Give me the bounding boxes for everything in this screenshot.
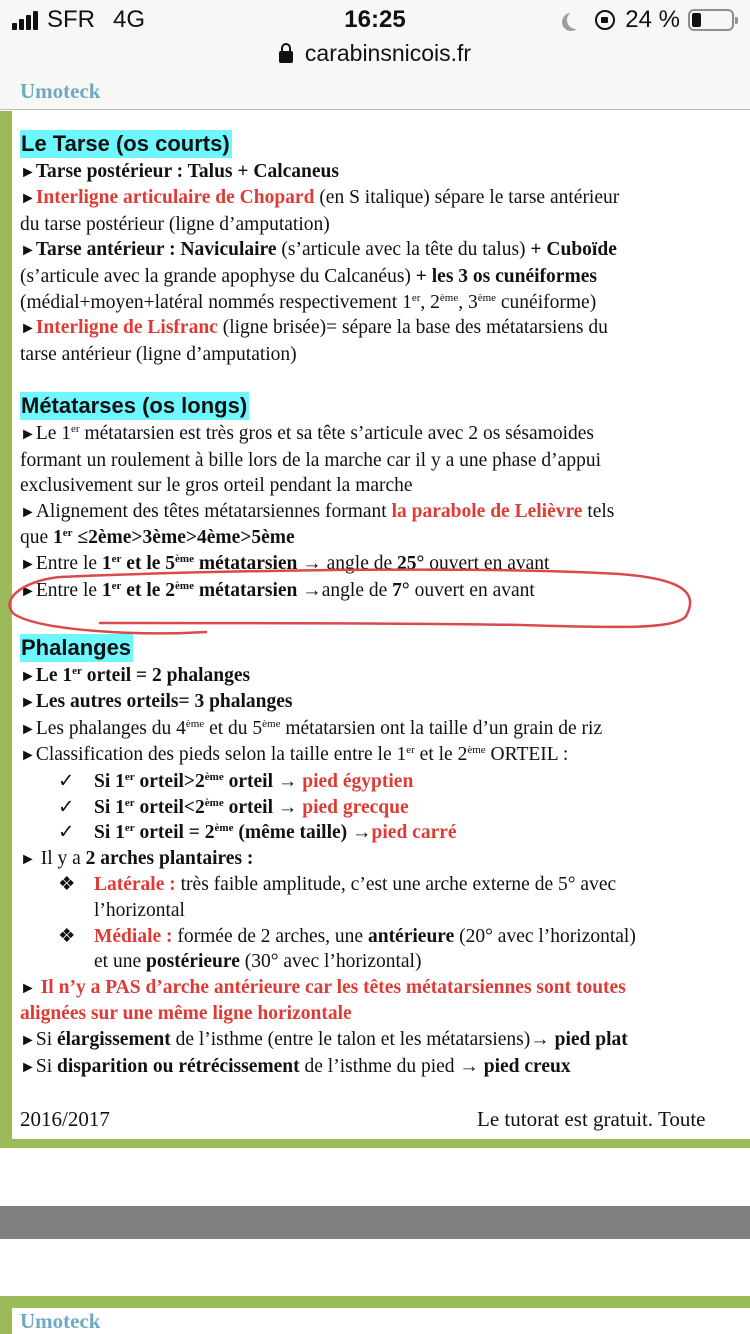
sup: er	[411, 291, 421, 304]
text: (20° avec l’horizontal)	[454, 925, 636, 947]
page-footer	[20, 1107, 750, 1132]
tarse-line-1	[20, 159, 750, 186]
bullet-icon: ►	[20, 425, 36, 443]
text-bold: orteil →	[223, 771, 303, 793]
document-page	[0, 79, 750, 1148]
text: orteil = 2 phalanges	[81, 664, 251, 686]
text: Les phalanges du 4	[35, 717, 186, 739]
sup: ème	[467, 744, 486, 757]
text-bold: ≤2ème>3ème>4ème>5ème	[72, 527, 295, 549]
text: Entre le	[35, 552, 102, 574]
text-red: Latérale :	[94, 874, 176, 896]
text: formée de 2 arches, une	[172, 925, 368, 947]
bullet-icon: ►	[20, 242, 36, 260]
text: →angle de	[297, 579, 393, 601]
text-bold: 1	[101, 579, 112, 601]
text-bold: Si 1	[94, 822, 125, 844]
bullet-icon: ►	[20, 1032, 36, 1049]
footer-year: 2016/2017	[20, 1107, 110, 1131]
text-bold: (même taille) →	[233, 822, 372, 844]
text: (s’articule avec la grande apophyse du Calcanéus)	[20, 265, 416, 287]
text-bold: Si 1	[94, 796, 125, 818]
text-bold: orteil = 2	[134, 822, 215, 844]
bullet-icon: ►	[20, 503, 36, 521]
text: que	[20, 527, 54, 549]
check-icon: ✓	[58, 771, 75, 793]
bullet-icon: ►	[20, 163, 36, 181]
do-not-disturb-moon-icon	[567, 11, 585, 29]
carrier-name: SFR	[47, 6, 95, 33]
arch-laterale-cont: l’horizontal	[94, 900, 185, 922]
battery-level-fill	[692, 13, 701, 27]
sup: ème	[175, 579, 194, 592]
meta-line-7-circled	[20, 578, 750, 605]
classification-item-3	[20, 820, 750, 846]
sup: er	[124, 771, 135, 784]
url-text[interactable]: carabinsnicois.fr	[304, 40, 472, 66]
bullet-icon: ►	[20, 720, 36, 738]
tarse-line-6	[20, 290, 750, 316]
text-bold: postérieure	[145, 951, 240, 973]
bullet-icon: ►	[20, 190, 36, 208]
clock: 16:25	[344, 6, 406, 33]
sup: ème	[185, 717, 205, 730]
text-bold: orteil>2	[134, 771, 205, 793]
text-bold: métatarsien	[193, 552, 298, 574]
sup: ème	[477, 291, 497, 304]
text: (en S italique) sépare le tarse antérieur	[314, 187, 620, 209]
bullet-icon: ►	[20, 1058, 36, 1076]
text-red: Il n’y a PAS d’arche antérieure car les têtes métatarsiennes sont toutes	[35, 976, 626, 998]
text-bold: 2 arches plantaires :	[85, 847, 254, 869]
meta-line-4	[20, 499, 750, 526]
battery-percent: 24 %	[625, 6, 680, 33]
phal-line-3	[20, 716, 750, 743]
next-page-brand-header: Umoteck	[20, 1309, 101, 1333]
text: Le 1	[35, 664, 73, 686]
tarse-line-7	[20, 315, 750, 342]
bullet-icon: ►	[20, 320, 36, 338]
sup: ème	[439, 291, 459, 304]
page-separator	[0, 1206, 750, 1239]
text-bold: élargissement	[56, 1029, 171, 1050]
sup: ème	[204, 771, 224, 784]
diamond-bullet-icon: ❖	[58, 874, 76, 896]
next-page-left-border	[0, 1296, 12, 1334]
tarse-line-4	[20, 237, 750, 264]
url-bar[interactable]	[0, 40, 750, 67]
text-bold: et le 5	[121, 552, 176, 574]
tarse-line-3: du tarse postérieur (ligne d’amputation)	[20, 213, 330, 235]
phal-line-4	[20, 742, 750, 769]
text-bold: 1	[53, 527, 63, 549]
text-bold: orteil →	[223, 796, 303, 818]
sup: ème	[214, 822, 234, 835]
check-icon: ✓	[58, 822, 75, 844]
text: de l’isthme (entre le talon et les métatarsiens)→	[170, 1029, 555, 1050]
bullet-icon: ►	[20, 979, 36, 997]
sup: er	[62, 527, 73, 540]
text: ORTEIL :	[485, 744, 569, 766]
text-red: pied carré	[371, 822, 457, 844]
text-red: Interligne articulaire de Chopard	[35, 187, 315, 209]
text-bold: 25°	[397, 552, 425, 574]
page-bottom-border	[0, 1139, 750, 1148]
next-page-top-border	[0, 1296, 750, 1308]
text: → angle de	[297, 552, 398, 574]
text: Les autres orteils= 3 phalanges	[35, 691, 293, 713]
bullet-icon: ►	[20, 555, 36, 573]
text-red: la parabole de Lelièvre	[391, 500, 583, 522]
section-title-phalanges: Phalanges	[21, 635, 132, 661]
sup: er	[124, 796, 135, 809]
page-left-border	[0, 111, 12, 1148]
text-bold: pied plat	[554, 1029, 628, 1050]
sup: er	[111, 552, 122, 565]
text: Il y a	[35, 847, 86, 869]
text: , 3	[458, 291, 478, 313]
arch-laterale	[20, 872, 750, 898]
rotation-lock-icon	[595, 10, 615, 30]
section-title-tarse: Le Tarse (os courts)	[21, 131, 230, 156]
text: ouvert en avant	[409, 579, 535, 601]
tarse-line-5	[20, 264, 750, 290]
brand-header: Umoteck	[20, 79, 101, 103]
text-bold: pied creux	[483, 1055, 571, 1077]
status-bar	[0, 0, 750, 110]
status-right	[555, 6, 734, 34]
text-red: Interligne de Lisfranc	[35, 317, 218, 339]
document-content	[20, 130, 750, 1080]
bullet-icon: ►	[20, 850, 36, 868]
classification-item-2	[20, 795, 750, 821]
text: métatarsien est très gros et sa tête s’articule avec 2 os sésamoides	[79, 422, 594, 444]
bullet-icon: ►	[20, 747, 36, 765]
sup: er	[71, 422, 80, 435]
text: et une	[94, 951, 146, 973]
arches-line	[20, 846, 750, 873]
text-bold: disparition ou rétrécissement	[56, 1055, 300, 1077]
battery-icon	[688, 9, 734, 31]
meta-line-6	[20, 551, 750, 578]
text: et le 2	[414, 744, 468, 766]
text: (médial+moyen+latéral nommés respectivement 1	[20, 291, 412, 313]
text: Entre le	[35, 579, 102, 601]
bullet-icon: ►	[20, 694, 36, 712]
meta-line-1	[20, 421, 750, 448]
text: ouvert en avant	[424, 552, 550, 574]
section-title-metatarses: Métatarses (os longs)	[21, 393, 248, 419]
meta-line-5	[20, 525, 750, 551]
text: tels	[582, 500, 615, 522]
text-bold: + Cuboïde	[530, 239, 617, 261]
text-bold: + les 3 os cunéiformes	[415, 265, 597, 287]
pied-creux-line	[20, 1054, 750, 1081]
text-bold: Si 1	[94, 771, 125, 793]
check-icon: ✓	[58, 796, 75, 818]
lock-icon	[279, 51, 293, 63]
text-bold: antérieure	[367, 925, 455, 947]
text-bold: orteil<2	[134, 796, 205, 818]
no-anterior-arch-cont: alignées sur une même ligne horizontale	[20, 1003, 352, 1025]
meta-line-2: formant un roulement à bille lors de la marche car il y a une phase d’appui	[20, 449, 601, 471]
pied-plat-line	[20, 1027, 750, 1054]
text: (s’articule avec la tête du talus)	[276, 239, 531, 261]
phal-line-1	[20, 663, 750, 690]
arch-mediale-cont	[20, 949, 750, 975]
text-bold: et le 2	[121, 579, 176, 601]
bullet-icon: ►	[20, 667, 36, 685]
diamond-bullet-icon: ❖	[58, 925, 76, 947]
text: cunéiforme)	[496, 291, 597, 313]
text: , 2	[420, 291, 440, 313]
sup: ème	[204, 796, 224, 809]
text-bold: 7°	[392, 579, 410, 601]
text: métatarsien ont la taille d’un grain de riz	[280, 717, 603, 739]
text: Si	[35, 1055, 57, 1077]
text-bold: Tarse antérieur : Naviculaire	[35, 239, 277, 261]
sup: er	[124, 822, 135, 835]
arch-mediale	[20, 924, 750, 950]
text: Tarse postérieur : Talus + Calcaneus	[35, 160, 339, 182]
text: (ligne brisée)= sépare la base des métatarsiens du	[217, 317, 608, 339]
text-red: pied grecque	[302, 796, 409, 818]
text: et du 5	[204, 717, 263, 739]
text: de l’isthme du pied →	[299, 1055, 484, 1077]
text: Classification des pieds selon la taille entre le 1	[35, 744, 407, 766]
footer-note: Le tutorat est gratuit. Toute	[477, 1107, 706, 1131]
text: très faible amplitude, c’est une arche externe de 5° avec	[175, 874, 617, 896]
text-red: pied égyptien	[302, 771, 414, 793]
text: Si	[35, 1029, 57, 1050]
phal-line-2	[20, 689, 750, 716]
sup: er	[72, 664, 82, 677]
sup: er	[111, 579, 122, 592]
text-red: Médiale :	[94, 925, 173, 947]
text: Le 1	[35, 422, 72, 444]
classification-item-1	[20, 769, 750, 795]
bullet-icon: ►	[20, 582, 36, 600]
no-anterior-arch-line	[20, 975, 750, 1002]
text: Alignement des têtes métatarsiennes formant	[35, 500, 392, 522]
tarse-line-2	[20, 185, 750, 212]
tarse-line-8: tarse antérieur (ligne d’amputation)	[20, 343, 297, 365]
meta-line-3: exclusivement sur le gros orteil pendant la marche	[20, 475, 413, 497]
network-type: 4G	[113, 6, 146, 33]
text-bold: 1	[101, 552, 112, 574]
text: (30° avec l’horizontal)	[239, 951, 422, 973]
text-bold: métatarsien	[193, 579, 298, 601]
sup: ème	[262, 717, 281, 730]
sup: er	[406, 744, 415, 757]
sup: ème	[175, 552, 194, 565]
